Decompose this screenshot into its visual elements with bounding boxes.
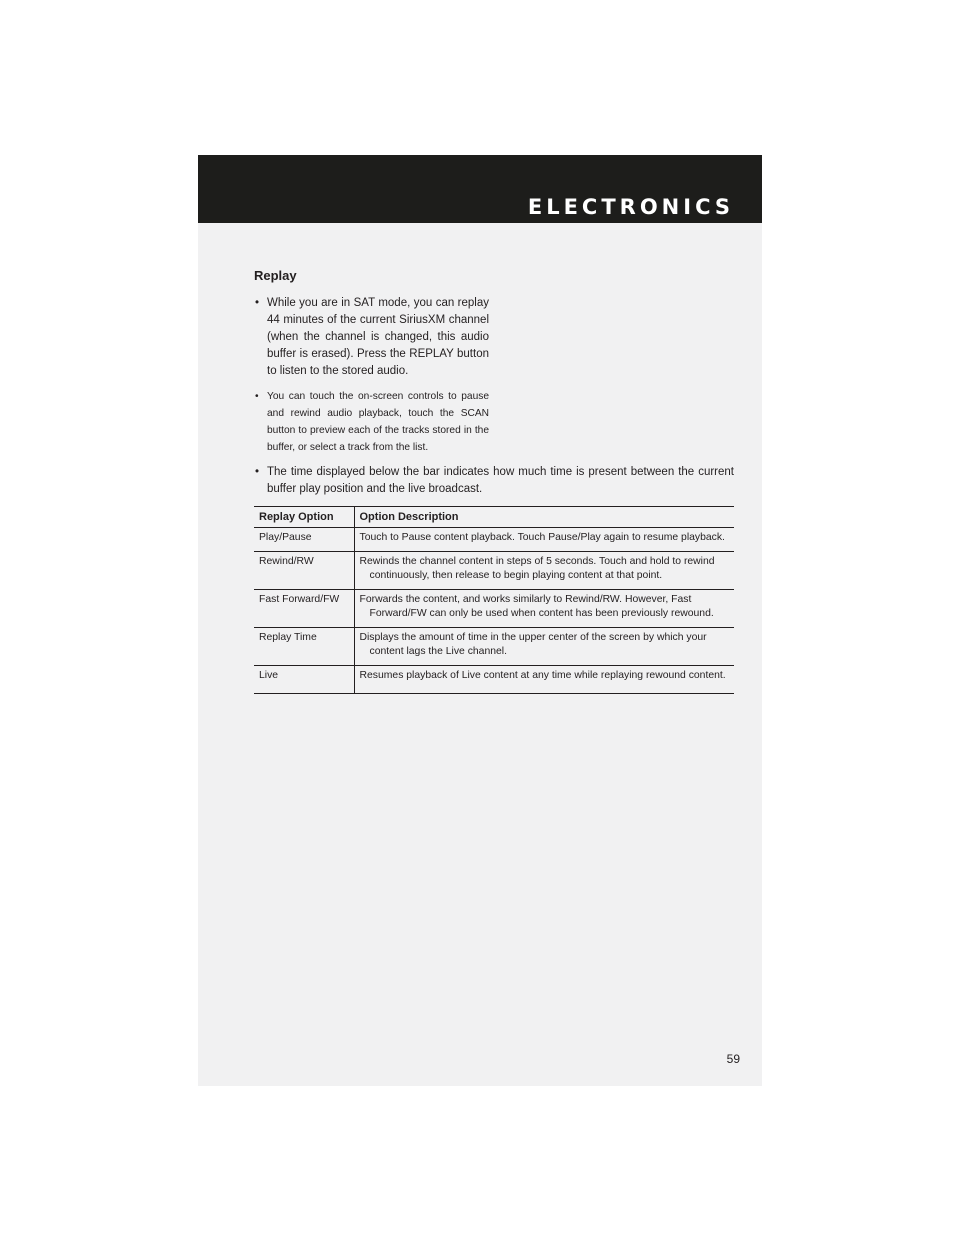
- replay-heading: Replay: [254, 268, 297, 283]
- table-row: [254, 552, 734, 590]
- option-cell: Rewind/RW: [254, 552, 354, 590]
- description-cell: [354, 590, 734, 628]
- replay-bullet-list: [254, 295, 734, 498]
- description-text: Forwards the content, and works similarly to Rewind/RW. However, Fast: [359, 594, 692, 605]
- description-text: Resumes playback of Live content at any time while replaying rewound content.: [359, 670, 726, 681]
- description-text: Rewinds the channel content in steps of 5 seconds. Touch and hold to rewind: [359, 556, 715, 567]
- description-continuation: content lags the Live channel.: [369, 646, 507, 657]
- column-header-option-description: Option Description: [354, 507, 734, 528]
- replay-options-table: [254, 506, 734, 694]
- description-cell: [354, 528, 734, 552]
- page-number: 59: [726, 1052, 740, 1066]
- description-continuation: Forward/FW can only be used when content has been previously rewound.: [369, 608, 714, 619]
- section-title: ELECTRONICS: [527, 195, 734, 219]
- table-header-row: [254, 507, 734, 528]
- column-header-replay-option: Replay Option: [254, 507, 354, 528]
- description-cell: [354, 628, 734, 666]
- bullet-dot-icon: •: [255, 466, 260, 478]
- bullet-dot-icon: •: [255, 391, 259, 402]
- table-row: [254, 528, 734, 552]
- bullet-item-on-screen-controls: [254, 388, 489, 456]
- bullet-item-replay-44-minutes: [254, 295, 489, 380]
- bullet-dot-icon: •: [255, 297, 260, 309]
- description-continuation: continuously, then release to begin playing content at that point.: [369, 570, 663, 581]
- description-cell: [354, 552, 734, 590]
- bullet-text: You can touch the on-screen controls to pause and rewind audio playback, touch the SCAN button to preview each of the tracks stored in the buffer, or select a track from the list.: [267, 391, 489, 453]
- description-cell: [354, 666, 734, 694]
- description-text: Displays the amount of time in the upper center of the screen by which your: [359, 632, 707, 643]
- option-cell: Replay Time: [254, 628, 354, 666]
- option-cell: Play/Pause: [254, 528, 354, 552]
- option-cell: Live: [254, 666, 354, 694]
- option-cell: Fast Forward/FW: [254, 590, 354, 628]
- table-row: [254, 590, 734, 628]
- bullet-item-time-displayed: [254, 464, 734, 498]
- bullet-text: While you are in SAT mode, you can replay 44 minutes of the current SiriusXM channel (when the channel is changed, this audio buffer is erased). Press the REPLAY button to listen to the stored audio.: [267, 297, 489, 377]
- table-row: [254, 628, 734, 666]
- page-content: [254, 268, 734, 694]
- bullet-text: The time displayed below the bar indicates how much time is present between the current buffer play position and the live broadcast.: [267, 466, 734, 495]
- table-row: [254, 666, 734, 694]
- description-text: Touch to Pause content playback. Touch Pause/Play again to resume playback.: [359, 532, 725, 543]
